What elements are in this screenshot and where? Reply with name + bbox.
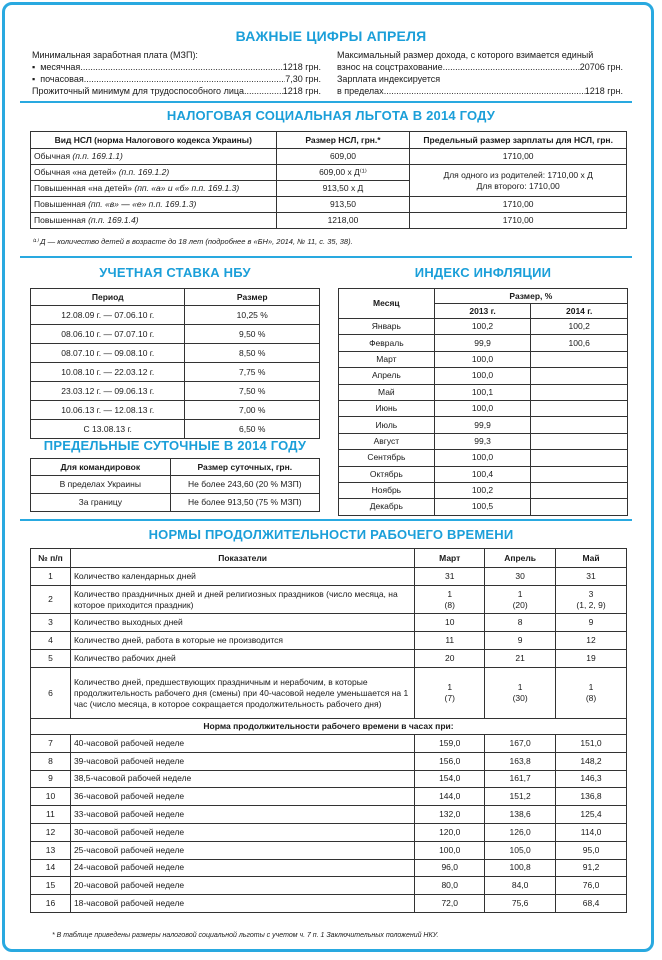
nsl-limit: 1710,00 <box>410 197 627 213</box>
work-num: 16 <box>31 895 71 913</box>
work-march: 120,0 <box>415 823 485 841</box>
inflation-row <box>339 450 628 466</box>
work-april: 105,0 <box>485 841 556 859</box>
work-indicator: 30-часовой рабочей неделе <box>70 823 414 841</box>
per-diem-trip: За границу <box>31 494 171 512</box>
work-april: 163,8 <box>485 752 556 770</box>
work-row <box>31 841 627 859</box>
mzp-hourly-label: почасовая <box>40 74 84 84</box>
max-income-label: Максимальный размер дохода, с которого взимается единый <box>337 50 594 60</box>
work-may: 114,0 <box>556 823 627 841</box>
divider <box>20 519 632 521</box>
nbu-period: 23.03.12 г. — 09.06.13 г. <box>31 382 185 401</box>
nbu-row <box>31 382 320 401</box>
per-diem-size: Не более 913,50 (75 % МЗП) <box>170 494 319 512</box>
inflation-2013: 100,2 <box>434 319 531 335</box>
inflation-2013: 100,0 <box>434 450 531 466</box>
work-num: 1 <box>31 568 71 586</box>
inflation-2014 <box>531 450 628 466</box>
work-march: 159,0 <box>415 735 485 753</box>
work-april: 30 <box>485 568 556 586</box>
inflation-2014 <box>531 384 628 400</box>
work-march: 132,0 <box>415 806 485 824</box>
nsl-size: 1218,00 <box>276 213 410 229</box>
work-march: 96,0 <box>415 859 485 877</box>
inflation-2014 <box>531 433 628 449</box>
work-row <box>31 586 627 614</box>
inflation-row <box>339 482 628 498</box>
nbu-period: 12.08.09 г. — 07.06.10 г. <box>31 306 185 325</box>
work-num: 7 <box>31 735 71 753</box>
work-header-num: № п/п <box>31 549 71 568</box>
inflation-2013: 100,2 <box>434 482 531 498</box>
page-title: ВАЖНЫЕ ЦИФРЫ АПРЕЛЯ <box>235 28 427 44</box>
work-april: 9 <box>485 632 556 650</box>
work-header-indicator: Показатели <box>70 549 414 568</box>
nbu-row <box>31 363 320 382</box>
inflation-row <box>339 499 628 515</box>
work-march: 11 <box>415 632 485 650</box>
work-may: 9 <box>556 614 627 632</box>
work-row <box>31 752 627 770</box>
nbu-rate: 7,00 % <box>185 401 320 420</box>
work-num: 15 <box>31 877 71 895</box>
bullet-icon: ▪ <box>32 62 41 72</box>
inflation-2013: 100,1 <box>434 384 531 400</box>
max-income-row <box>337 61 623 73</box>
inflation-month: Июнь <box>339 400 435 416</box>
nbu-period: 08.07.10 г. — 09.08.10 г. <box>31 344 185 363</box>
inflation-header-year: 2014 г. <box>531 304 628 319</box>
work-april: 8 <box>485 614 556 632</box>
inflation-2014: 100,6 <box>531 335 628 351</box>
nsl-size: 913,50 х Д <box>276 181 410 197</box>
work-may: 1 (8) <box>556 668 627 719</box>
per-diem-table <box>30 458 320 512</box>
nbu-row <box>31 325 320 344</box>
work-may: 151,0 <box>556 735 627 753</box>
work-march: 31 <box>415 568 485 586</box>
per-diem-header-size: Размер суточных, грн. <box>170 459 319 476</box>
work-indicator: Количество дней, предшествующих праздничным и нерабочим, в которые продолжительность рабочего дня (смены) при 40-часовой неделе уменьшается на 1 час (число месяца, в которое сокращается продолжительность рабочего дня) <box>70 668 414 719</box>
inflation-2014 <box>531 351 628 367</box>
inflation-2014 <box>531 417 628 433</box>
work-header-month: Март <box>415 549 485 568</box>
work-march: 156,0 <box>415 752 485 770</box>
work-num: 10 <box>31 788 71 806</box>
work-num: 4 <box>31 632 71 650</box>
work-indicator: 38,5-часовой рабочей неделе <box>70 770 414 788</box>
inflation-month: Январь <box>339 319 435 335</box>
inflation-month: Ноябрь <box>339 482 435 498</box>
work-row <box>31 788 627 806</box>
nsl-header-limit: Предельный размер зарплаты для НСЛ, грн. <box>410 132 627 149</box>
work-april: 84,0 <box>485 877 556 895</box>
inflation-month: Март <box>339 351 435 367</box>
mzp-hourly-row <box>32 73 321 85</box>
nbu-row <box>31 401 320 420</box>
salary-index-label: Зарплата индексируется <box>337 74 441 84</box>
divider <box>20 101 632 103</box>
inflation-2014: 100,2 <box>531 319 628 335</box>
work-march: 1 (8) <box>415 586 485 614</box>
work-row <box>31 806 627 824</box>
nsl-type: Обычная (п.п. 169.1.1) <box>31 149 277 165</box>
inflation-month: Июль <box>339 417 435 433</box>
nsl-type: Повышенная «на детей» (пп. «а» и «б» п.п. 169.1.3) <box>31 181 277 197</box>
nsl-limit: 1710,00 <box>410 213 627 229</box>
work-row <box>31 668 627 719</box>
work-indicator: 20-часовой рабочей неделе <box>70 877 414 895</box>
work-subheading: Норма продолжительности рабочего времени в часах при: <box>31 719 627 735</box>
work-indicator: 25-часовой рабочей неделе <box>70 841 414 859</box>
work-row <box>31 650 627 668</box>
work-april: 100,8 <box>485 859 556 877</box>
inflation-row <box>339 384 628 400</box>
nbu-rate: 7,75 % <box>185 363 320 382</box>
inflation-month: Апрель <box>339 368 435 384</box>
inflation-2013: 99,9 <box>434 417 531 433</box>
inflation-header-year: 2013 г. <box>434 304 531 319</box>
inflation-2014 <box>531 368 628 384</box>
inflation-row <box>339 351 628 367</box>
nsl-footnote: ⁽¹⁾ Д — количество детей в возрасте до 18 лет (подробнее в «БН», 2014, № 11, с. 35, 38). <box>32 237 353 246</box>
work-row <box>31 614 627 632</box>
inflation-2013: 99,3 <box>434 433 531 449</box>
inflation-heading: ИНДЕКС ИНФЛЯЦИИ <box>414 265 552 280</box>
nsl-type: Повышенная (пп. «в» — «е» п.п. 169.1.3) <box>31 197 277 213</box>
work-may: 136,8 <box>556 788 627 806</box>
work-april: 126,0 <box>485 823 556 841</box>
work-num: 6 <box>31 668 71 719</box>
work-april: 1 (30) <box>485 668 556 719</box>
work-row <box>31 823 627 841</box>
work-march: 100,0 <box>415 841 485 859</box>
work-num: 13 <box>31 841 71 859</box>
max-income-value: 20706 грн. <box>579 62 623 72</box>
subsistence-value: 1218 грн. <box>282 86 321 96</box>
mzp-monthly-value: 1218 грн. <box>282 62 321 72</box>
max-income-label-2: взнос на соцстрахование <box>337 62 443 72</box>
inflation-2013: 100,5 <box>434 499 531 515</box>
work-time-table <box>30 548 627 913</box>
nbu-heading: УЧЕТНАЯ СТАВКА НБУ <box>99 265 251 280</box>
nbu-period: 08.06.10 г. — 07.07.10 г. <box>31 325 185 344</box>
nbu-row <box>31 306 320 325</box>
salary-index-value: 1218 грн. <box>584 86 623 96</box>
nbu-row <box>31 420 320 439</box>
mzp-hourly-value: 7,30 грн. <box>285 74 321 84</box>
work-march: 10 <box>415 614 485 632</box>
inflation-row <box>339 400 628 416</box>
inflation-month: Май <box>339 384 435 400</box>
per-diem-size: Не более 243,60 (20 % МЗП) <box>170 476 319 494</box>
nsl-header-type: Вид НСЛ (норма Налогового кодекса Украины) <box>31 132 277 149</box>
nsl-table <box>30 131 627 229</box>
work-row <box>31 632 627 650</box>
work-row <box>31 895 627 913</box>
inflation-2014 <box>531 499 628 515</box>
work-indicator: Количество рабочих дней <box>70 650 414 668</box>
bullet-icon: ▪ <box>32 74 41 84</box>
work-header-month: Апрель <box>485 549 556 568</box>
work-may: 146,3 <box>556 770 627 788</box>
work-april: 75,6 <box>485 895 556 913</box>
inflation-header-size: Размер, % <box>434 289 627 304</box>
subsistence-row <box>32 85 321 97</box>
inflation-month: Февраль <box>339 335 435 351</box>
divider <box>20 256 632 258</box>
inflation-2014 <box>531 466 628 482</box>
work-march: 144,0 <box>415 788 485 806</box>
work-row <box>31 568 627 586</box>
inflation-row <box>339 335 628 351</box>
inflation-row <box>339 368 628 384</box>
per-diem-trip: В пределах Украины <box>31 476 171 494</box>
work-row <box>31 877 627 895</box>
work-num: 11 <box>31 806 71 824</box>
work-may: 68,4 <box>556 895 627 913</box>
inflation-2013: 100,4 <box>434 466 531 482</box>
inflation-month: Сентябрь <box>339 450 435 466</box>
nbu-header-rate: Размер <box>185 289 320 306</box>
work-april: 167,0 <box>485 735 556 753</box>
inflation-month: Август <box>339 433 435 449</box>
mzp-label: Минимальная заработная плата (МЗП): <box>32 50 198 60</box>
nbu-rate: 10,25 % <box>185 306 320 325</box>
work-subheading-row <box>31 719 627 735</box>
nbu-rate: 7,50 % <box>185 382 320 401</box>
work-march: 20 <box>415 650 485 668</box>
nsl-limit-merged: Для одного из родителей: 1710,00 х Д Для второго: 1710,00 <box>410 165 627 197</box>
inflation-2013: 100,0 <box>434 400 531 416</box>
work-indicator: 18-часовой рабочей неделе <box>70 895 414 913</box>
nbu-rate: 9,50 % <box>185 325 320 344</box>
work-april: 161,7 <box>485 770 556 788</box>
work-indicator: Количество календарных дней <box>70 568 414 586</box>
nsl-header-size: Размер НСЛ, грн.* <box>276 132 410 149</box>
inflation-row <box>339 466 628 482</box>
work-indicator: Количество праздничных дней и дней религиозных праздников (число месяца, на которое приходится праздник) <box>70 586 414 614</box>
work-indicator: Количество дней, работа в которые не производится <box>70 632 414 650</box>
work-may: 3 (1, 2, 9) <box>556 586 627 614</box>
per-diem-header-trip: Для командировок <box>31 459 171 476</box>
work-april: 21 <box>485 650 556 668</box>
work-may: 19 <box>556 650 627 668</box>
work-row <box>31 770 627 788</box>
work-num: 3 <box>31 614 71 632</box>
nbu-header-period: Период <box>31 289 185 306</box>
work-may: 31 <box>556 568 627 586</box>
work-may: 148,2 <box>556 752 627 770</box>
inflation-2014 <box>531 482 628 498</box>
mzp-monthly-label: месячная <box>40 62 81 72</box>
nbu-row <box>31 344 320 363</box>
work-march: 72,0 <box>415 895 485 913</box>
inflation-row <box>339 417 628 433</box>
work-march: 80,0 <box>415 877 485 895</box>
subsistence-label: Прожиточный минимум для трудоспособного лица <box>32 86 245 96</box>
work-indicator: 36-часовой рабочей неделе <box>70 788 414 806</box>
work-april: 1 (20) <box>485 586 556 614</box>
per-diem-row <box>31 494 320 512</box>
work-april: 151,2 <box>485 788 556 806</box>
work-march: 154,0 <box>415 770 485 788</box>
inflation-month: Октябрь <box>339 466 435 482</box>
inflation-2013: 100,0 <box>434 368 531 384</box>
nsl-size: 913,50 <box>276 197 410 213</box>
nbu-rate: 6,50 % <box>185 420 320 439</box>
work-header-month: Май <box>556 549 627 568</box>
work-indicator: 39-часовой рабочей неделе <box>70 752 414 770</box>
nsl-type: Обычная «на детей» (п.п. 169.1.2) <box>31 165 277 181</box>
work-num: 5 <box>31 650 71 668</box>
work-indicator: 40-часовой рабочей неделе <box>70 735 414 753</box>
work-row <box>31 735 627 753</box>
work-indicator: Количество выходных дней <box>70 614 414 632</box>
work-indicator: 24-часовой рабочей неделе <box>70 859 414 877</box>
per-diem-heading: ПРЕДЕЛЬНЫЕ СУТОЧНЫЕ В 2014 ГОДУ <box>43 438 307 453</box>
inflation-2014 <box>531 400 628 416</box>
work-num: 2 <box>31 586 71 614</box>
work-may: 91,2 <box>556 859 627 877</box>
page-footnote: * В таблице приведены размеры налоговой социальной льготы с учетом ч. 7 п. 1 Заключительных положений НКУ. <box>52 932 439 939</box>
work-march: 1 (7) <box>415 668 485 719</box>
nbu-period: 10.06.13 г. — 12.08.13 г. <box>31 401 185 420</box>
work-may: 95,0 <box>556 841 627 859</box>
inflation-2013: 100,0 <box>434 351 531 367</box>
work-row <box>31 859 627 877</box>
inflation-row <box>339 433 628 449</box>
inflation-table <box>338 288 628 516</box>
nbu-rate: 8,50 % <box>185 344 320 363</box>
nsl-limit: 1710,00 <box>410 149 627 165</box>
work-may: 125,4 <box>556 806 627 824</box>
nsl-type: Повышенная (п.п. 169.1.4) <box>31 213 277 229</box>
per-diem-row <box>31 476 320 494</box>
work-num: 14 <box>31 859 71 877</box>
nbu-table <box>30 288 320 439</box>
nsl-size: 609,00 <box>276 149 410 165</box>
salary-index-row <box>337 85 623 97</box>
inflation-month: Декабрь <box>339 499 435 515</box>
work-may: 76,0 <box>556 877 627 895</box>
work-may: 12 <box>556 632 627 650</box>
mzp-monthly-row <box>32 61 321 73</box>
work-april: 138,6 <box>485 806 556 824</box>
nbu-period: 10.08.10 г. — 22.03.12 г. <box>31 363 185 382</box>
work-num: 12 <box>31 823 71 841</box>
salary-index-label-2: в пределах <box>337 86 384 96</box>
nsl-heading: НАЛОГОВАЯ СОЦИАЛЬНАЯ ЛЬГОТА В 2014 ГОДУ <box>166 108 496 123</box>
work-indicator: 33-часовой рабочей неделе <box>70 806 414 824</box>
work-time-heading: НОРМЫ ПРОДОЛЖИТЕЛЬНОСТИ РАБОЧЕГО ВРЕМЕНИ <box>148 527 514 542</box>
inflation-header-month: Месяц <box>339 289 435 319</box>
inflation-2013: 99,9 <box>434 335 531 351</box>
nbu-period: С 13.08.13 г. <box>31 420 185 439</box>
work-num: 8 <box>31 752 71 770</box>
nsl-size: 609,00 х Д⁽¹⁾ <box>276 165 410 181</box>
inflation-row <box>339 319 628 335</box>
work-num: 9 <box>31 770 71 788</box>
